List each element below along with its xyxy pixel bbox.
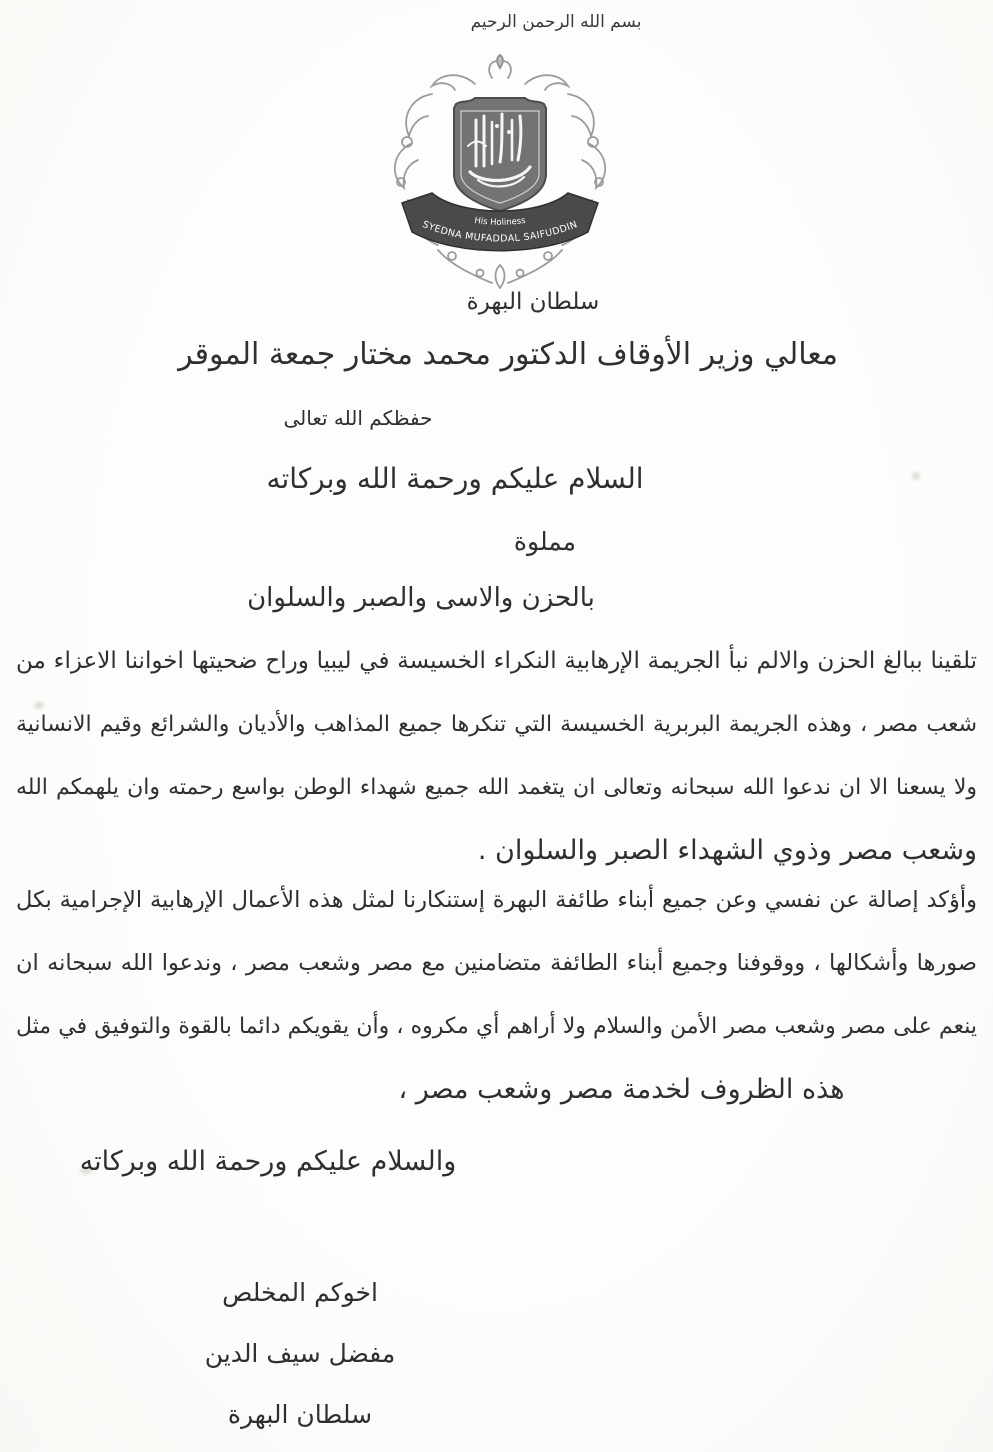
paragraph-line: وشعب مصر وذوي الشهداء الصبر والسلوان .	[477, 835, 977, 866]
paragraph-line: ولا يسعنا الا ان ندعوا الله سبحانه وتعالى ان يتغمد الله جميع شهداء الوطن بواسع رحمته وان يلهمكم الله	[16, 775, 977, 800]
signature-block	[205, 1262, 396, 1445]
closing-salam: والسلام عليكم ورحمة الله وبركاته	[79, 1146, 457, 1177]
scan-speckle	[912, 472, 920, 480]
salam-greeting: السلام عليكم ورحمة الله وبركاته	[266, 462, 644, 495]
paragraph-line: صورها وأشكالها ، ووقوفنا وجميع أبناء الطائفة متضامنين مع مصر وشعب مصر ، وندعوا الله سبحانه ان	[16, 950, 977, 976]
shield-icon	[454, 98, 546, 211]
paragraph-line: ينعم على مصر وشعب مصر الأمن والسلام ولا أراهم أي مكروه ، وأن يقويكم دائما بالقوة والتوفيق في مثل	[16, 1014, 977, 1039]
sultan-title: سلطان البهرة	[466, 289, 600, 315]
paragraph-line: وأؤكد إصالة عن نفسي وعن جميع أبناء طائفة البهرة إستنكارنا لمثل هذه الأعمال الإرهابية الإجرامية بكل	[16, 887, 977, 913]
greeting-filled-word: مملوة	[513, 527, 577, 556]
banner-text-main: SYEDNA MUFADDAL SAIFUDDIN	[420, 219, 580, 245]
signature-name: مفضل سيف الدين	[204, 1339, 396, 1368]
paragraph-line: هذه الظروف لخدمة مصر وشعب مصر ،	[398, 1074, 845, 1105]
body-paragraph-2	[16, 869, 977, 1121]
signature-title: سلطان البهرة	[227, 1400, 373, 1429]
body-paragraph-1	[16, 630, 977, 882]
paragraph-line: شعب مصر ، وهذه الجريمة البربرية الخسيسة التي تنكرها جميع المذاهب والأديان والشرائع وقيم الانسانية	[16, 712, 977, 737]
banner-text-top: His Holiness	[473, 215, 527, 228]
bismillah-line: بسم الله الرحمن الرحيم	[470, 12, 642, 32]
emblem-crest	[380, 54, 620, 293]
protection-invocation: حفظكم الله تعالى	[283, 406, 433, 430]
crest-graphic	[380, 54, 620, 289]
addressee-line: معالي وزير الأوقاف الدكتور محمد مختار جمعة الموقر	[178, 337, 838, 372]
signature-sincere-brother: اخوكم المخلص	[222, 1278, 378, 1307]
greeting-sorrow-line: بالحزن والاسى والصبر والسلوان	[247, 583, 595, 613]
paragraph-line: تلقينا ببالغ الحزن والالم نبأ الجريمة الإرهابية النكراء الخسيسة في ليبيا وراح ضحيتها اخواننا الاعزاء من	[16, 648, 977, 674]
